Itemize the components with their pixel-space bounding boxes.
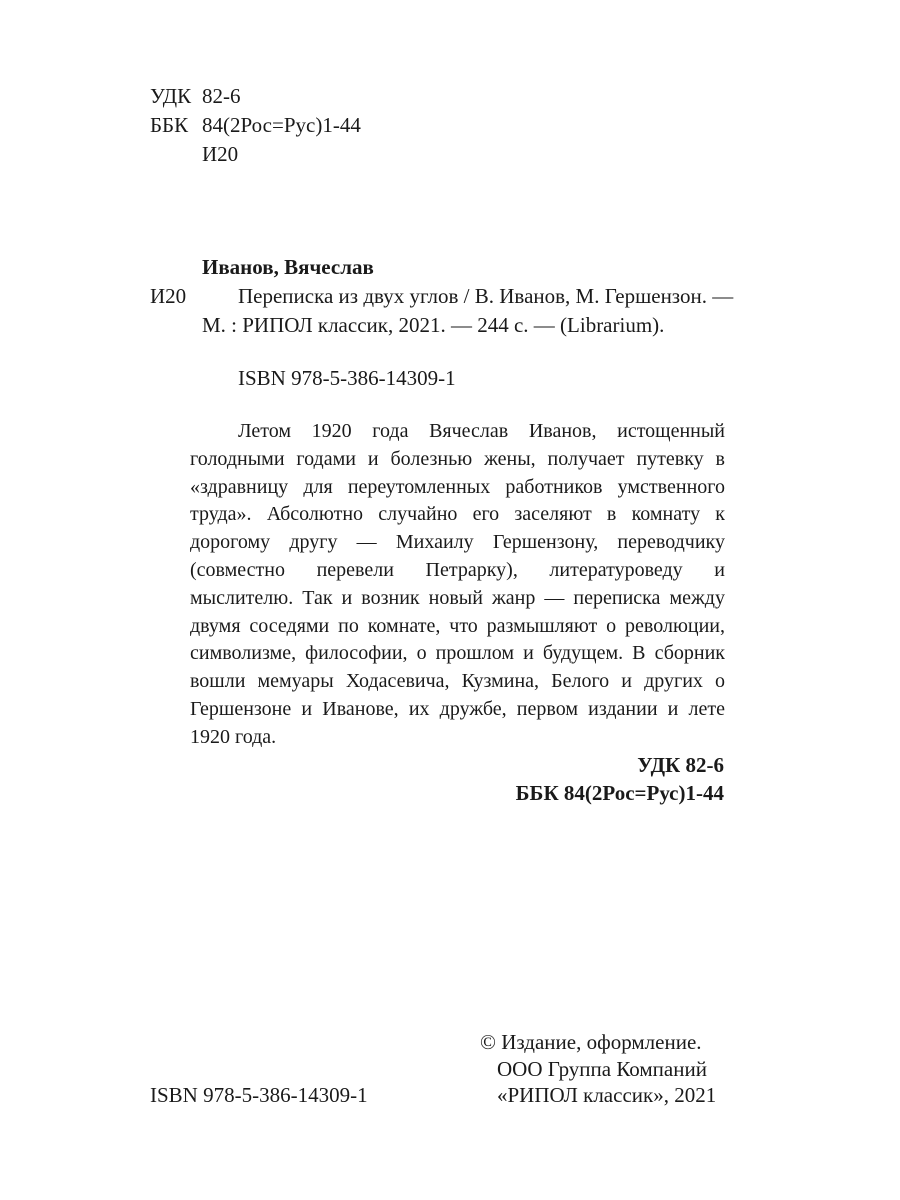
isbn-record: ISBN 978-5-386-14309-1 [238,366,456,390]
author-heading: Иванов, Вячеслав [202,255,374,279]
title-line-2: М. : РИПОЛ классик, 2021. — 244 с. — (Librarium). [202,313,665,337]
copyright-line-2: ООО Группа Компаний [497,1057,707,1081]
bbk-value: 84(2Рос=Рус)1-44 [202,113,361,137]
udk-bottom: УДК 82-6 [637,753,724,777]
copyright-line-3: «РИПОЛ классик», 2021 [497,1083,717,1107]
bbk-label: ББК [150,113,189,137]
author-sign-record: И20 [150,284,187,308]
copyright-line-1: © Издание, оформление. [480,1030,702,1054]
bbk-bottom: ББК 84(2Рос=Рус)1-44 [515,781,724,805]
bbk-row-top [150,113,361,138]
author-sign-top: И20 [202,142,239,166]
udk-label: УДК [150,84,192,108]
udk-value: 82-6 [202,84,241,108]
isbn-footer: ISBN 978-5-386-14309-1 [150,1083,368,1107]
udk-row-top [150,84,241,109]
title-line-1: Переписка из двух углов / В. Иванов, М. Гершензон. — [238,284,734,308]
annotation-text: Летом 1920 года Вячеслав Иванов, истощенный голодными годами и болезнью жены, получает путевку в «здравницу для переутомленных работников умственного труда». Абсолютно случайно его заселяют в комнату к дорогому другу — Михаилу Гершензону, переводчику (совместно перевели Петрарку), литературоведу и мыслителю. Так и возник новый жанр — переписка между двумя соседями по комнате, что размышляют о революции, символизме, философии, о прошлом и будущем. В сборник вошли мемуары Ходасевича, Кузмина, Белого и других о Гершензоне и Иванове, их дружбе, первом издании и лете 1920 года. [190,420,725,748]
